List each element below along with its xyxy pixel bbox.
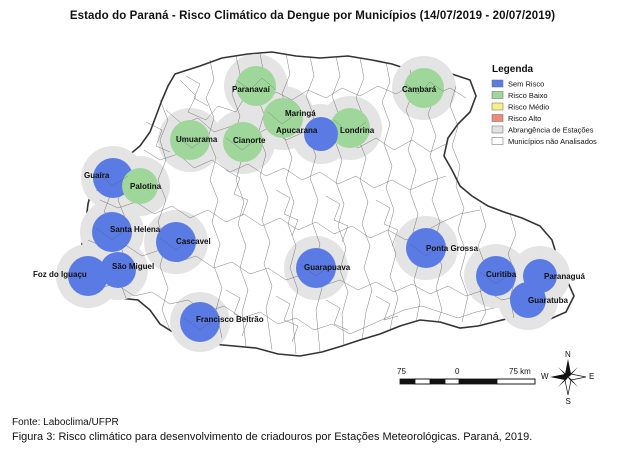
- legend-swatch: [492, 115, 503, 122]
- scale-label-right: 75 km: [509, 367, 531, 376]
- legend-label: Municípios não Analisados: [508, 137, 597, 146]
- label-cambara: Cambará: [402, 85, 437, 94]
- compass-n: N: [565, 350, 571, 359]
- legend-label: Risco Alto: [508, 114, 542, 123]
- compass-s: S: [565, 397, 571, 406]
- compass-w: W: [541, 372, 549, 381]
- label-foz-do-iguacu: Foz do Iguaçu: [33, 270, 87, 279]
- compass-e: E: [589, 372, 595, 381]
- legend-label: Abrangência de Estações: [508, 125, 594, 135]
- source-text: Fonte: Laboclima/UFPR: [12, 417, 119, 428]
- label-umuarama: Umuarama: [176, 135, 218, 144]
- scale-label-left: 75: [397, 367, 406, 376]
- label-sao-miguel: São Miguel: [112, 262, 155, 271]
- north-arrow-icon: [541, 350, 594, 406]
- legend-swatch: [492, 138, 503, 145]
- label-paranavai: Paranavaí: [232, 85, 270, 94]
- label-paranagua: Paranaguá: [544, 272, 585, 281]
- label-francisco-beltrao: Francisco Beltrão: [196, 315, 264, 324]
- label-guaira: Guaíra: [84, 171, 110, 180]
- legend-swatch: [492, 103, 503, 110]
- label-guaratuba: Guaratuba: [528, 296, 569, 305]
- legend-label: Risco Médio: [508, 102, 550, 112]
- legend-swatch: [492, 92, 503, 99]
- label-cianorte: Cianorte: [233, 136, 266, 145]
- figure-caption: Figura 3: Risco climático para desenvolvimento de criadouros por Estações Meteorológicas. Paraná, 2019.: [12, 431, 533, 443]
- label-maringa: Maringá: [285, 109, 316, 118]
- legend-swatch: [492, 80, 503, 87]
- label-apucarana: Apucarana: [276, 126, 318, 135]
- label-palotina: Palotina: [130, 182, 162, 191]
- label-cascavel: Cascavel: [176, 237, 211, 246]
- label-ponta-grossa: Ponta Grossa: [426, 244, 479, 253]
- scale-label-mid: 0: [455, 367, 460, 376]
- legend-title: Legenda: [492, 64, 534, 75]
- scale-bar: [397, 367, 535, 384]
- legend-swatch: [492, 126, 503, 133]
- map-title: Estado do Paraná - Risco Climático da Dengue por Municípios (14/07/2019 - 20/07/2019): [69, 10, 556, 22]
- label-londrina: Londrina: [340, 126, 375, 135]
- legend: [492, 64, 597, 146]
- legend-label: Sem Risco: [508, 79, 545, 89]
- label-santa-helena: Santa Helena: [110, 225, 161, 234]
- legend-label: Risco Baixo: [508, 91, 548, 100]
- label-curitiba: Curitiba: [486, 270, 517, 279]
- label-guarapuava: Guarapuava: [304, 263, 351, 272]
